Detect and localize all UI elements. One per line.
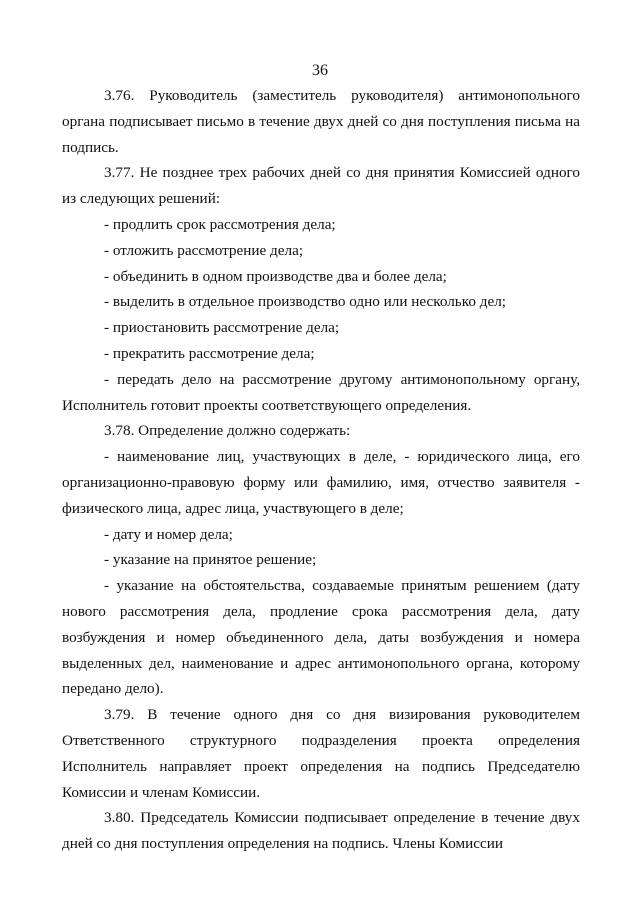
document-body <box>62 83 580 857</box>
list-item-participants: - наименование лиц, участвующих в деле, - юридического лица, его организационно-правовую форму или фамилию, имя, отчество заявителя - физического лица, адрес лица, участвующего в деле; <box>62 448 580 517</box>
list-item-circumstances: - указание на обстоятельства, создаваемые принятым решением (дату нового рассмотрения дела, продление срока рассмотрения дела, дату возбуждения и номер объединенного дела, даты возбуждения и номера выделенных дел, наименование и адрес антимонопольного органа, которому передано дело). <box>62 577 580 698</box>
paragraph-3-80: 3.80. Председатель Комиссии подписывает определение в течение двух дней со дня поступления определения на подпись. Члены Комиссии <box>62 809 580 853</box>
paragraph-3-76: 3.76. Руководитель (заместитель руководителя) антимонопольного органа подписывает письмо в течение двух дней со дня поступления письма на подпись. <box>62 87 580 156</box>
list-item-suspend: - приостановить рассмотрение дела; <box>104 319 340 337</box>
list-item-separate: - выделить в отдельное производство одно или несколько дел; <box>104 293 506 311</box>
paragraph-3-79: 3.79. В течение одного дня со дня визирования руководителем Ответственного структурного подразделения проекта определения Исполнитель направляет проект определения на подпись Председателю Комиссии и членам Комиссии. <box>62 706 580 801</box>
list-item-decision: - указание на принятое решение; <box>104 551 317 569</box>
list-item-postpone: - отложить рассмотрение дела; <box>104 241 304 259</box>
paragraph-3-77: 3.77. Не позднее трех рабочих дней со дня принятия Комиссией одного из следующих решений: <box>62 164 580 208</box>
list-item-terminate: - прекратить рассмотрение дела; <box>104 344 315 362</box>
list-item-transfer: - передать дело на рассмотрение другому антимонопольному органу, Исполнитель готовит проекты соответствующего определения. <box>62 370 580 414</box>
list-item-case-number: - дату и номер дела; <box>104 525 233 543</box>
page-number: 36 <box>312 62 328 79</box>
paragraph-3-78: 3.78. Определение должно содержать: <box>104 422 351 440</box>
list-item-extend-term: - продлить срок рассмотрения дела; <box>104 215 336 233</box>
list-item-merge: - объединить в одном производстве два и более дела; <box>104 267 447 285</box>
